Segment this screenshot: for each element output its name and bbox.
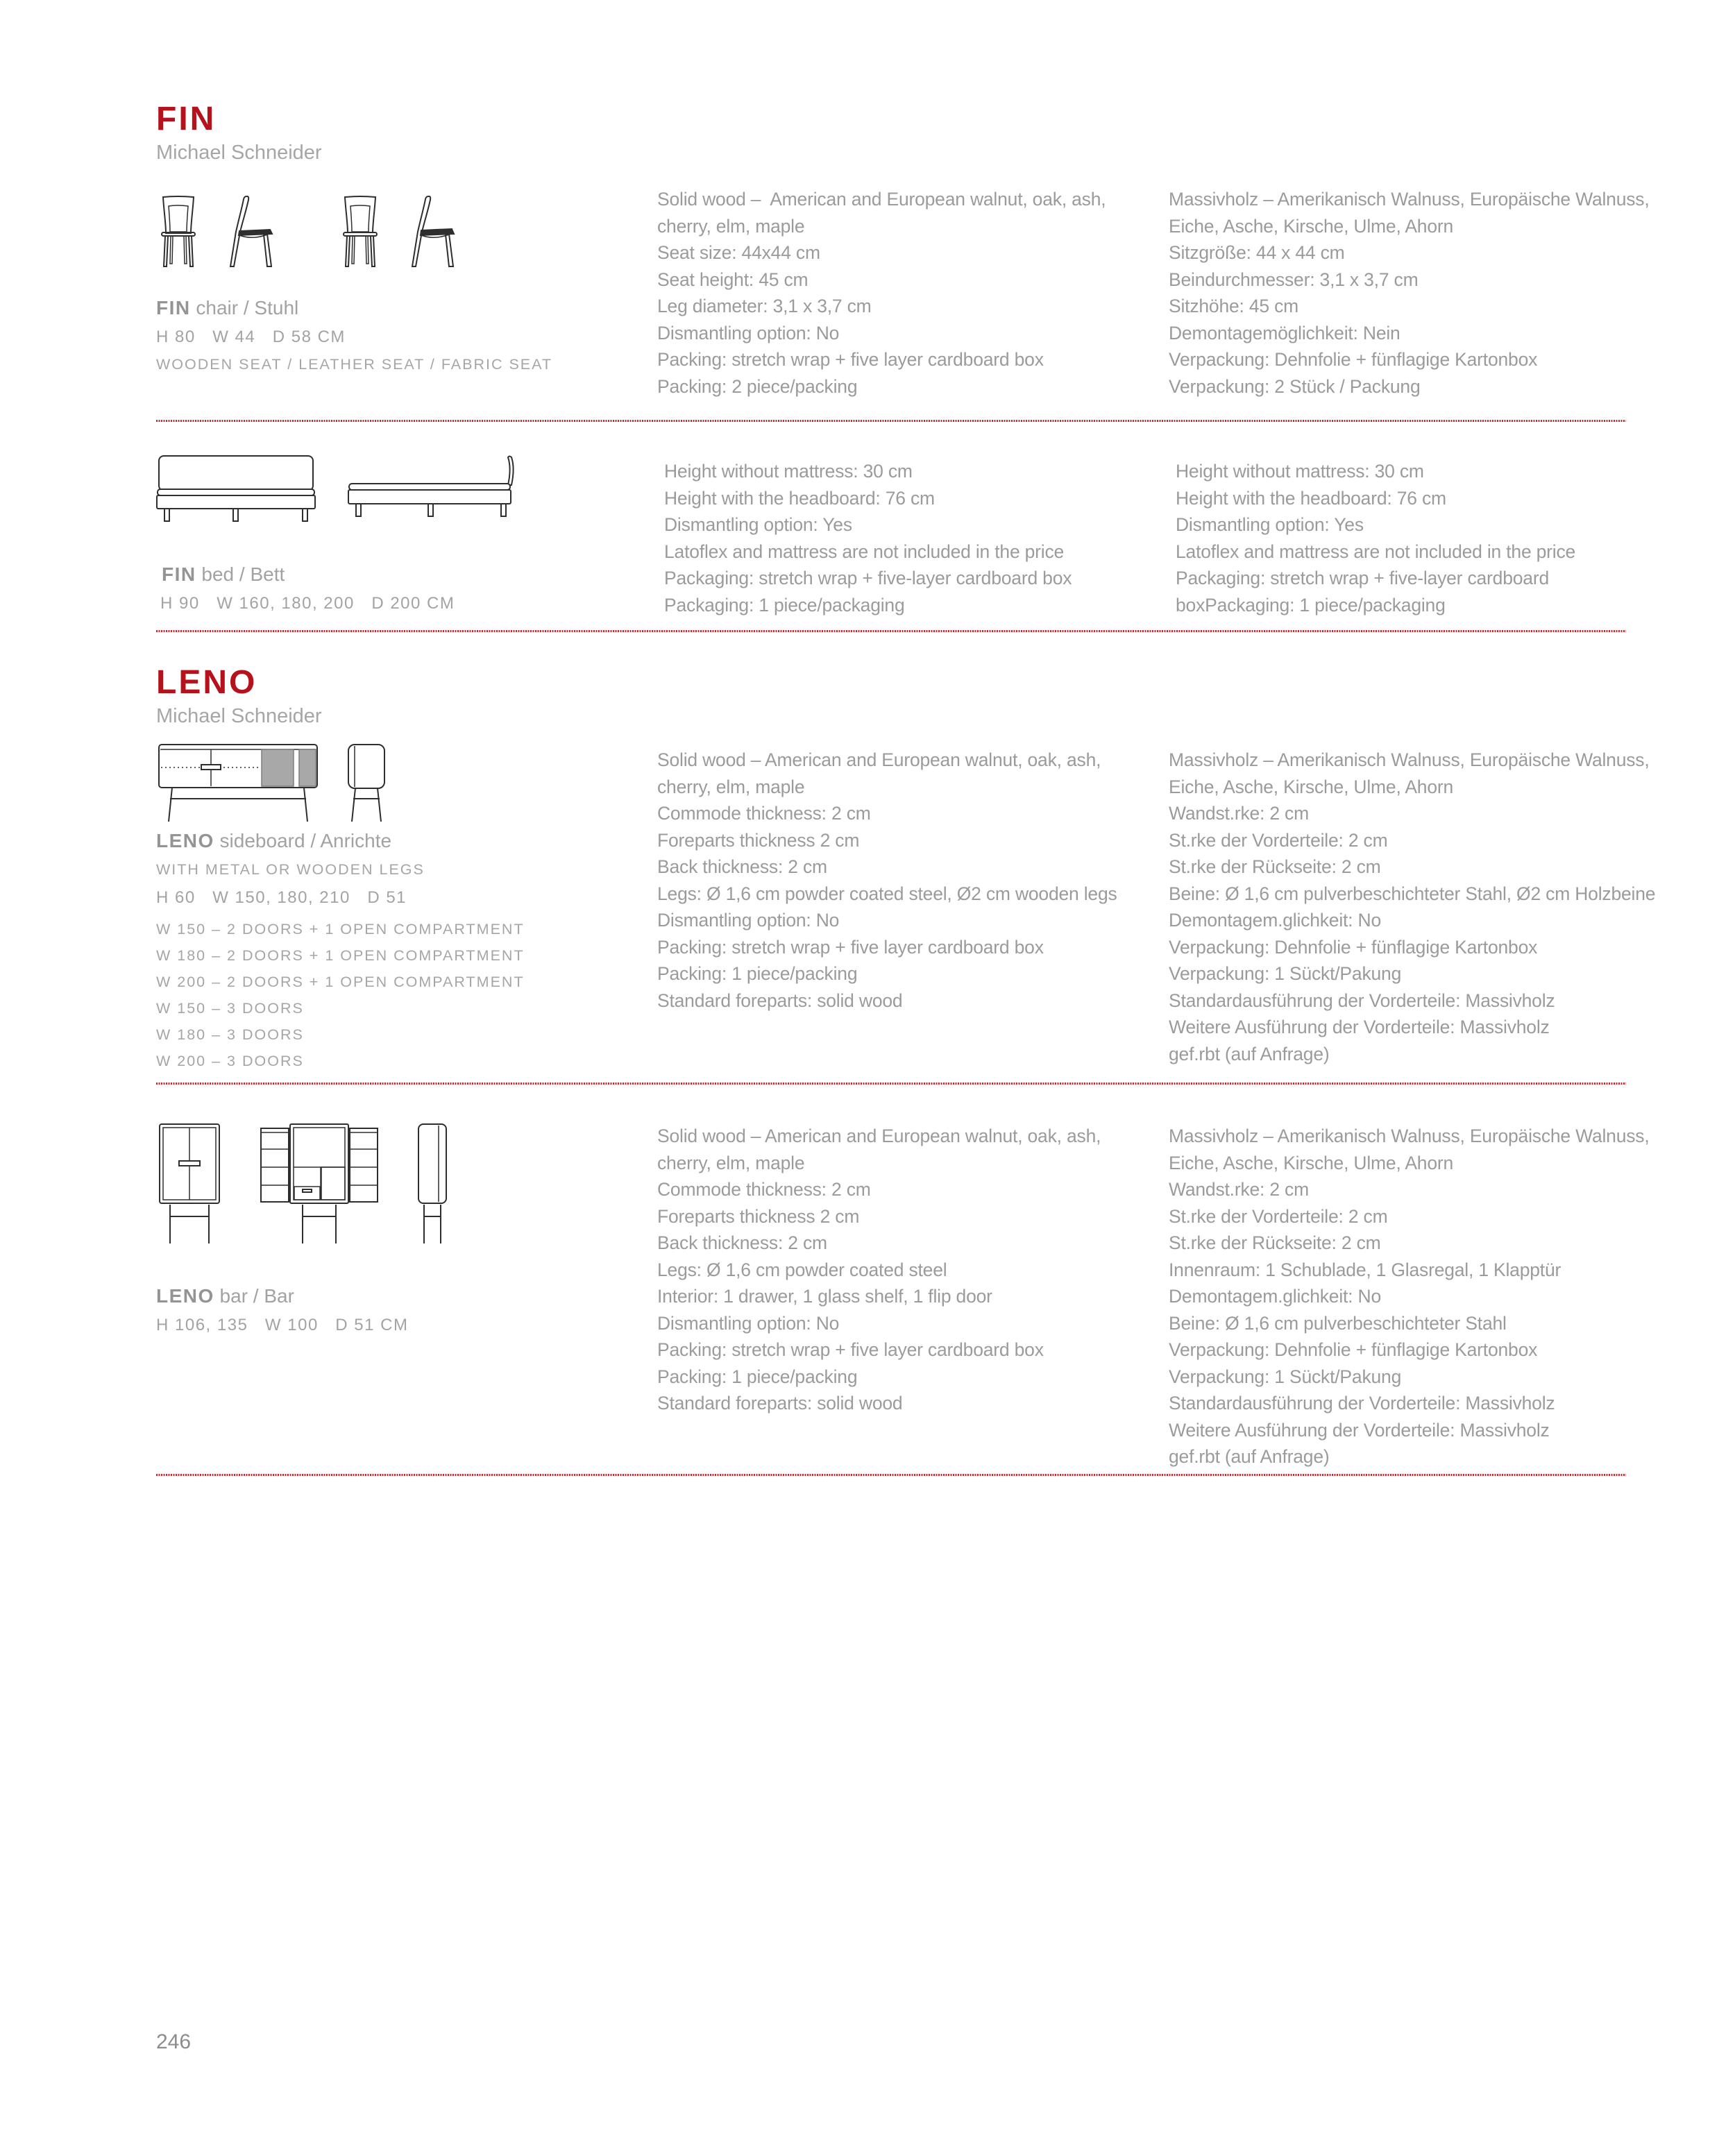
product-label-fin-chair [156, 297, 298, 319]
section-fin-bed [0, 420, 1735, 630]
product-type: sideboard / Anrichte [214, 830, 392, 851]
product-dimensions: H 90 W 160, 180, 200 D 200 CM [160, 594, 455, 613]
spec-line: Packing: 2 piece/packing [657, 375, 858, 397]
specs-en-leno-bar [657, 1123, 1171, 1417]
spec-line: Verpackung: 2 Stück / Packung [1169, 375, 1421, 397]
section-divider [156, 1474, 1626, 1476]
spec-line: Weitere Ausführung der Vorderteile: Massivholz [1169, 1419, 1550, 1441]
spec-line: Innenraum: 1 Schublade, 1 Glasregal, 1 Klapptür [1169, 1259, 1562, 1280]
spec-line: Standardausführung der Vorderteile: Massivholz [1169, 990, 1555, 1011]
spec-line: Massivholz – Amerikanisch Walnuss, Europäische Walnuss, [1169, 1126, 1650, 1146]
spec-line: Standard foreparts: solid wood [657, 1393, 903, 1414]
spec-line: W 150 – 2 DOORS + 1 OPEN COMPARTMENT [156, 921, 525, 937]
spec-line: Massivholz – Amerikanisch Walnuss, Europäische Walnuss, [1169, 749, 1650, 770]
spec-line: Standard foreparts: solid wood [657, 990, 903, 1011]
spec-line: Verpackung: 1 Sückt/Pakung [1169, 963, 1402, 984]
spec-line: Foreparts thickness 2 cm [657, 1205, 860, 1227]
spec-line: Standardausführung der Vorderteile: Massivholz [1169, 1393, 1555, 1414]
spec-line: Eiche, Asche, Kirsche, Ulme, Ahorn [1169, 215, 1454, 237]
product-label-leno-bar [156, 1285, 294, 1307]
spec-line: Latoflex and mattress are not included in the price [664, 541, 1065, 562]
spec-line: Packaging: stretch wrap + five-layer cardboard box [664, 568, 1072, 588]
spec-line: St.rke der Rückseite: 2 cm [1169, 1232, 1381, 1253]
spec-line: Eiche, Asche, Kirsche, Ulme, Ahorn [1169, 776, 1454, 797]
spec-line: Dismantling option: No [657, 910, 840, 931]
specs-de-fin-bed [1176, 458, 1689, 618]
spec-line: Verpackung: Dehnfolie + fünflagige Kartonbox [1169, 349, 1538, 370]
spec-line: cherry, elm, maple [657, 1152, 805, 1173]
spec-line: Dismantling option: No [657, 322, 840, 343]
product-type: bar / Bar [214, 1285, 294, 1307]
spec-line: Solid wood – American and European walnut, oak, ash, [657, 189, 1106, 210]
spec-line: W 180 – 2 DOORS + 1 OPEN COMPARTMENT [156, 947, 525, 964]
spec-line: Demontagemöglichkeit: Nein [1169, 322, 1400, 343]
spec-line: W 150 – 3 DOORS [156, 1000, 304, 1017]
spec-line: Latoflex and mattress are not included in the price [1176, 541, 1576, 562]
spec-line: Demontagem.glichkeit: No [1169, 1286, 1381, 1307]
fin-chair-drawings [158, 196, 457, 272]
spec-line: Solid wood – American and European walnut, oak, ash, [657, 1126, 1101, 1146]
leno-bar-side-drawing [416, 1123, 450, 1246]
section-leno-bar [0, 1083, 1735, 1474]
spec-line: Packaging: 1 piece/packaging [664, 594, 905, 616]
product-options [156, 916, 525, 1074]
spec-line: Sitzhöhe: 45 cm [1169, 296, 1299, 316]
section-fin-chair [0, 0, 1735, 420]
designer-name: Michael Schneider [156, 142, 322, 164]
product-name: FIN [162, 563, 196, 585]
fin-bed-side-drawing [348, 455, 517, 524]
spec-line: cherry, elm, maple [657, 776, 805, 797]
spec-line: Packing: 1 piece/packing [657, 963, 858, 984]
spec-line: Packing: 1 piece/packing [657, 1366, 858, 1387]
section-title-leno: LENO [156, 664, 257, 701]
spec-line: Beine: Ø 1,6 cm pulverbeschichteter Stahl [1169, 1312, 1507, 1334]
spec-line: Massivholz – Amerikanisch Walnuss, Europäische Walnuss, [1169, 189, 1650, 210]
spec-line: Verpackung: Dehnfolie + fünflagige Kartonbox [1169, 1339, 1538, 1360]
spec-line: Wandst.rke: 2 cm [1169, 1179, 1309, 1200]
spec-line: Height with the headboard: 76 cm [664, 487, 935, 509]
page-number: 246 [156, 2030, 192, 2053]
spec-line: Verpackung: 1 Sückt/Pakung [1169, 1366, 1402, 1387]
specs-en-leno-sideboard [657, 747, 1171, 1014]
spec-line: Beindurchmesser: 3,1 x 3,7 cm [1169, 269, 1419, 290]
spec-line: gef.rbt (auf Anfrage) [1169, 1446, 1330, 1467]
spec-line: W 200 – 3 DOORS [156, 1053, 304, 1069]
spec-line: Commode thickness: 2 cm [657, 803, 871, 824]
spec-line: Dismantling option: Yes [664, 514, 852, 535]
spec-line: W 180 – 3 DOORS [156, 1026, 304, 1043]
spec-line: Weitere Ausführung der Vorderteile: Massivholz [1169, 1017, 1550, 1037]
product-dimensions: H 60 W 150, 180, 210 D 51 [156, 888, 407, 907]
spec-line: Dismantling option: Yes [1176, 514, 1364, 535]
spec-line: Packaging: stretch wrap + five-layer cardboard [1176, 568, 1549, 588]
product-label-fin-bed [162, 563, 285, 586]
specs-de-fin-chair [1169, 186, 1682, 400]
spec-line: Eiche, Asche, Kirsche, Ulme, Ahorn [1169, 1152, 1454, 1173]
spec-line: St.rke der Vorderteile: 2 cm [1169, 829, 1388, 851]
spec-line: cherry, elm, maple [657, 215, 805, 237]
spec-line: Leg diameter: 3,1 x 3,7 cm [657, 296, 872, 316]
spec-line: St.rke der Rückseite: 2 cm [1169, 856, 1381, 877]
product-label-leno-sideboard [156, 830, 391, 852]
section-leno-sideboard [0, 630, 1735, 1083]
designer-name: Michael Schneider [156, 705, 322, 727]
fin-chair-front-drawing [158, 196, 198, 268]
spec-line: Verpackung: Dehnfolie + fünflagige Kartonbox [1169, 936, 1538, 958]
spec-line: gef.rbt (auf Anfrage) [1169, 1043, 1330, 1064]
spec-line: Back thickness: 2 cm [657, 856, 827, 877]
leno-bar-closed-drawing [158, 1123, 221, 1246]
spec-line: Demontagem.glichkeit: No [1169, 910, 1381, 931]
leno-sideboard-side-drawing [346, 744, 387, 826]
product-name: LENO [156, 830, 214, 851]
specs-de-leno-bar [1169, 1123, 1682, 1470]
spec-line: Packing: stretch wrap + five layer cardboard box [657, 349, 1044, 370]
spec-line: Packing: stretch wrap + five layer cardboard box [657, 1339, 1044, 1360]
spec-line: Wandst.rke: 2 cm [1169, 803, 1309, 824]
fin-chair-side-drawing [224, 196, 276, 268]
product-name: FIN [156, 297, 191, 319]
fin-chair-side-drawing-2 [406, 196, 457, 268]
section-title-fin: FIN [156, 101, 217, 137]
spec-line: boxPackaging: 1 piece/packaging [1176, 594, 1446, 616]
leno-sideboard-front-drawing [158, 744, 318, 826]
spec-line: Height without mattress: 30 cm [664, 461, 913, 482]
spec-line: Dismantling option: No [657, 1312, 840, 1334]
spec-line: Back thickness: 2 cm [657, 1232, 827, 1253]
spec-line: Seat height: 45 cm [657, 269, 809, 290]
spec-line: Beine: Ø 1,6 cm pulverbeschichteter Stahl, Ø2 cm Holzbeine [1169, 883, 1656, 904]
spec-line: Sitzgröße: 44 x 44 cm [1169, 242, 1345, 263]
specs-de-leno-sideboard [1169, 747, 1682, 1067]
leno-bar-open-drawing [260, 1123, 379, 1246]
fin-bed-front-drawing [156, 455, 316, 524]
product-type: bed / Bett [196, 563, 285, 585]
product-dimensions: H 106, 135 W 100 D 51 CM [156, 1316, 409, 1334]
leno-bar-drawings [158, 1123, 450, 1251]
specs-en-fin-chair [657, 186, 1171, 400]
spec-line: Foreparts thickness 2 cm [657, 829, 860, 851]
spec-line: Packing: stretch wrap + five layer cardboard box [657, 936, 1044, 958]
spec-line: St.rke der Vorderteile: 2 cm [1169, 1205, 1388, 1227]
product-dimensions: H 80 W 44 D 58 CM [156, 328, 346, 346]
spec-line: Interior: 1 drawer, 1 glass shelf, 1 flip door [657, 1286, 992, 1307]
spec-line: Legs: Ø 1,6 cm powder coated steel [657, 1259, 947, 1280]
product-note: WITH METAL OR WOODEN LEGS [156, 861, 425, 878]
product-type: chair / Stuhl [190, 297, 299, 319]
spec-line: Seat size: 44x44 cm [657, 242, 820, 263]
fin-chair-front-drawing-2 [340, 196, 380, 268]
fin-bed-drawings [156, 455, 517, 524]
spec-line: Height without mattress: 30 cm [1176, 461, 1424, 482]
product-variants: WOODEN SEAT / LEATHER SEAT / FABRIC SEAT [156, 356, 553, 373]
spec-line: Height with the headboard: 76 cm [1176, 487, 1446, 509]
spec-line: Solid wood – American and European walnut, oak, ash, [657, 749, 1101, 770]
leno-sideboard-drawings [158, 744, 387, 826]
spec-line: W 200 – 2 DOORS + 1 OPEN COMPARTMENT [156, 974, 525, 990]
spec-line: Commode thickness: 2 cm [657, 1179, 871, 1200]
spec-line: Legs: Ø 1,6 cm powder coated steel, Ø2 cm wooden legs [657, 883, 1117, 904]
product-name: LENO [156, 1285, 214, 1307]
specs-en-fin-bed [664, 458, 1178, 618]
